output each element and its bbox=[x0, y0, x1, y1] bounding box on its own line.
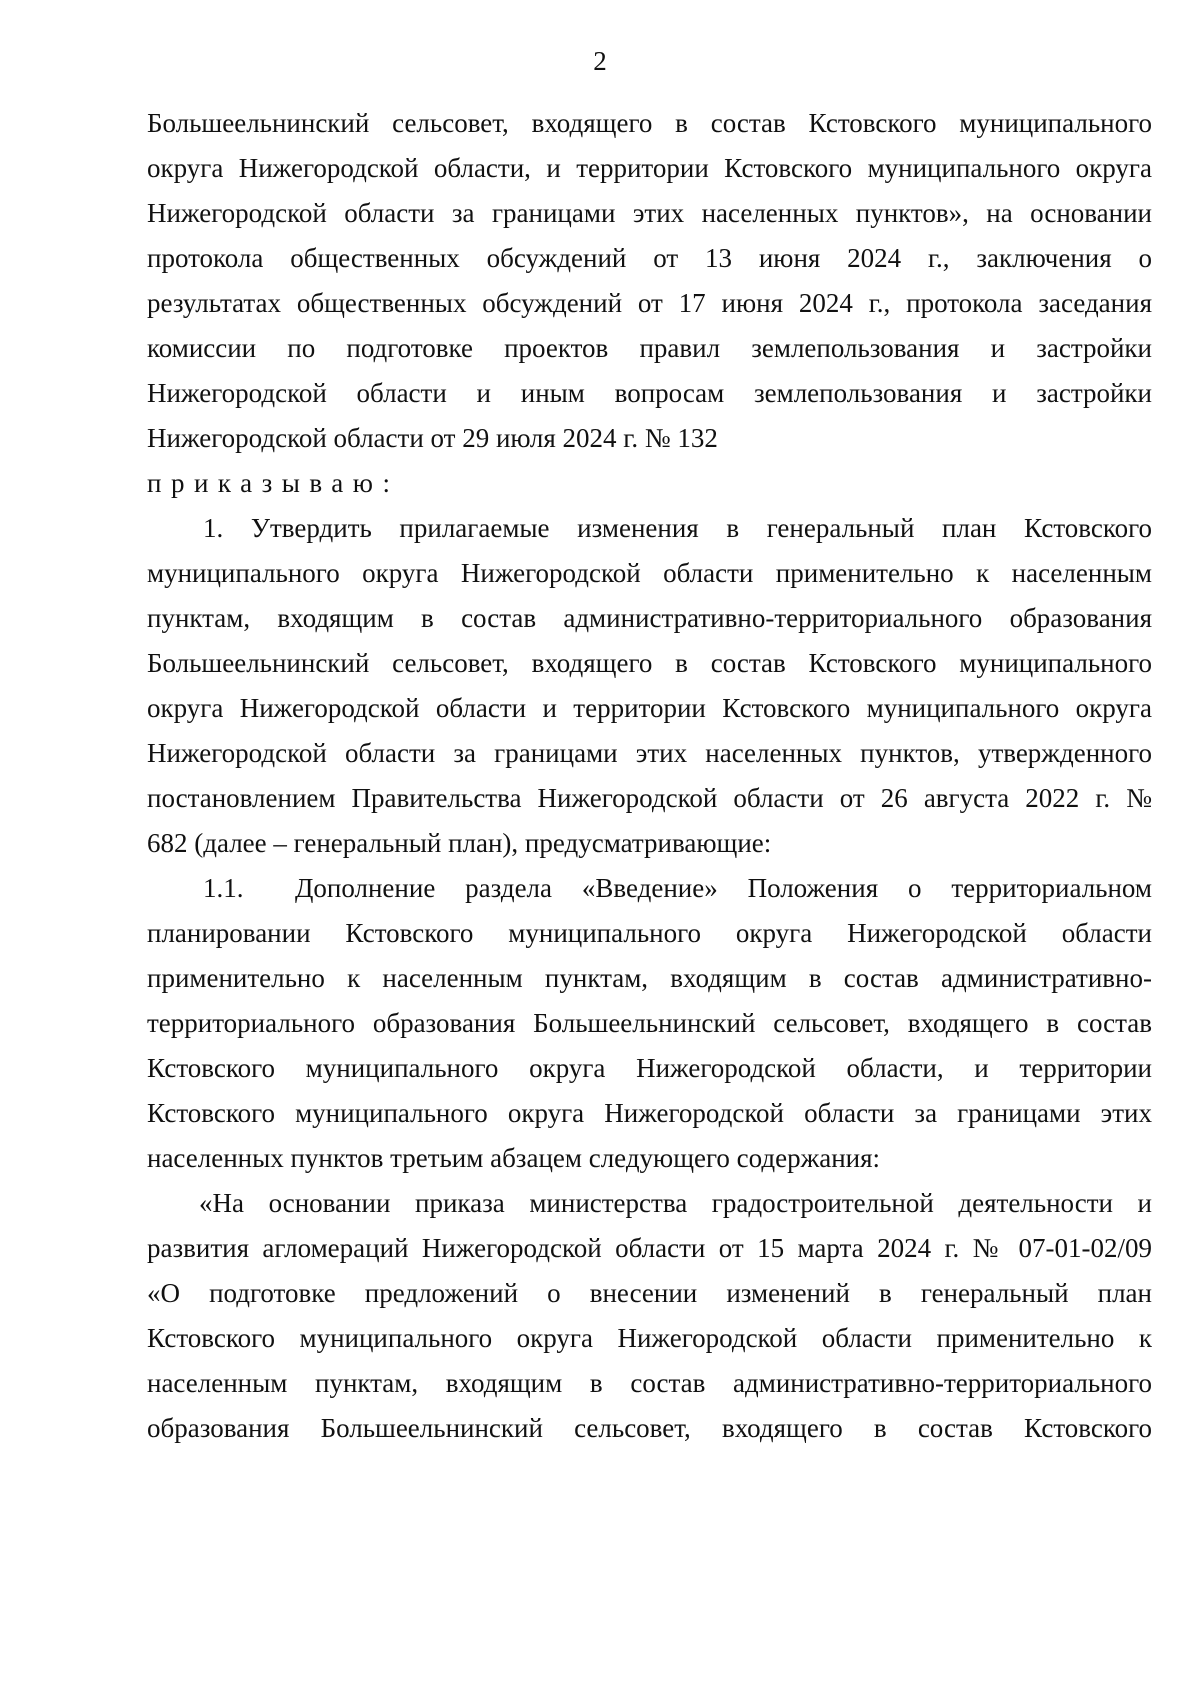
text-line: Кстовского муниципального округа Нижегородской области применительно к bbox=[147, 1323, 1152, 1353]
text-line: населенным пунктам, входящим в состав административно-территориального bbox=[147, 1368, 1152, 1398]
text-line: результатах общественных обсуждений от 17 июня 2024 г., протокола заседания bbox=[147, 288, 1152, 318]
text-line: территориального образования Большеельнинский сельсовет, входящего в состав bbox=[147, 1008, 1152, 1038]
text-line: Нижегородской области и иным вопросам землепользования и застройки bbox=[147, 378, 1152, 408]
text-line: образования Большеельнинский сельсовет, входящего в состав Кстовского bbox=[147, 1413, 1152, 1443]
order-word: приказываю: bbox=[147, 468, 400, 498]
text-line: Большеельнинский сельсовет, входящего в состав Кстовского муниципального bbox=[147, 648, 1152, 678]
quote-first-line: «На основании приказа министерства градостроительной деятельности и bbox=[199, 1188, 1152, 1218]
text-line: 682 (далее – генеральный план), предусматривающие: bbox=[147, 828, 772, 858]
text-line: округа Нижегородской области, и территории Кстовского муниципального округа bbox=[147, 153, 1152, 183]
text-line: протокола общественных обсуждений от 13 июня 2024 г., заключения о bbox=[147, 243, 1152, 273]
text-line: постановлением Правительства Нижегородской области от 26 августа 2022 г. № bbox=[147, 783, 1152, 813]
text-line: Нижегородской области за границами этих населенных пунктов», на основании bbox=[147, 198, 1152, 228]
text-line: Кстовского муниципального округа Нижегородской области, и территории bbox=[147, 1053, 1152, 1083]
text-line: «О подготовке предложений о внесении изменений в генеральный план bbox=[147, 1278, 1152, 1308]
text-line: населенных пунктов третьим абзацем следующего содержания: bbox=[147, 1143, 881, 1173]
text-line: Нижегородской области от 29 июля 2024 г. № 132 bbox=[147, 423, 718, 453]
text-line: пунктам, входящим в состав административно-территориального образования bbox=[147, 603, 1152, 633]
text-line: развития агломераций Нижегородской области от 15 марта 2024 г. № 07-01-02/09 bbox=[147, 1233, 1152, 1263]
clause-1-1-first-line bbox=[203, 868, 1152, 908]
page-number: 2 bbox=[593, 46, 607, 76]
text-line: применительно к населенным пунктам, входящим в состав административно- bbox=[147, 963, 1152, 993]
text-line: муниципального округа Нижегородской области применительно к населенным bbox=[147, 558, 1152, 588]
clause-number: 1.1. bbox=[203, 873, 244, 903]
text-line: Большеельнинский сельсовет, входящего в состав Кстовского муниципального bbox=[147, 108, 1152, 138]
text-line: округа Нижегородской области и территории Кстовского муниципального округа bbox=[147, 693, 1152, 723]
text-line: Нижегородской области за границами этих населенных пунктов, утвержденного bbox=[147, 738, 1152, 768]
text-line: Кстовского муниципального округа Нижегородской области за границами этих bbox=[147, 1098, 1152, 1128]
text-line: комиссии по подготовке проектов правил землепользования и застройки bbox=[147, 333, 1152, 363]
paragraph-first-line: 1. Утвердить прилагаемые изменения в генеральный план Кстовского bbox=[203, 513, 1152, 543]
clause-text: Дополнение раздела «Введение» Положения о территориальном bbox=[295, 873, 1152, 903]
text-line: планировании Кстовского муниципального округа Нижегородской области bbox=[147, 918, 1152, 948]
